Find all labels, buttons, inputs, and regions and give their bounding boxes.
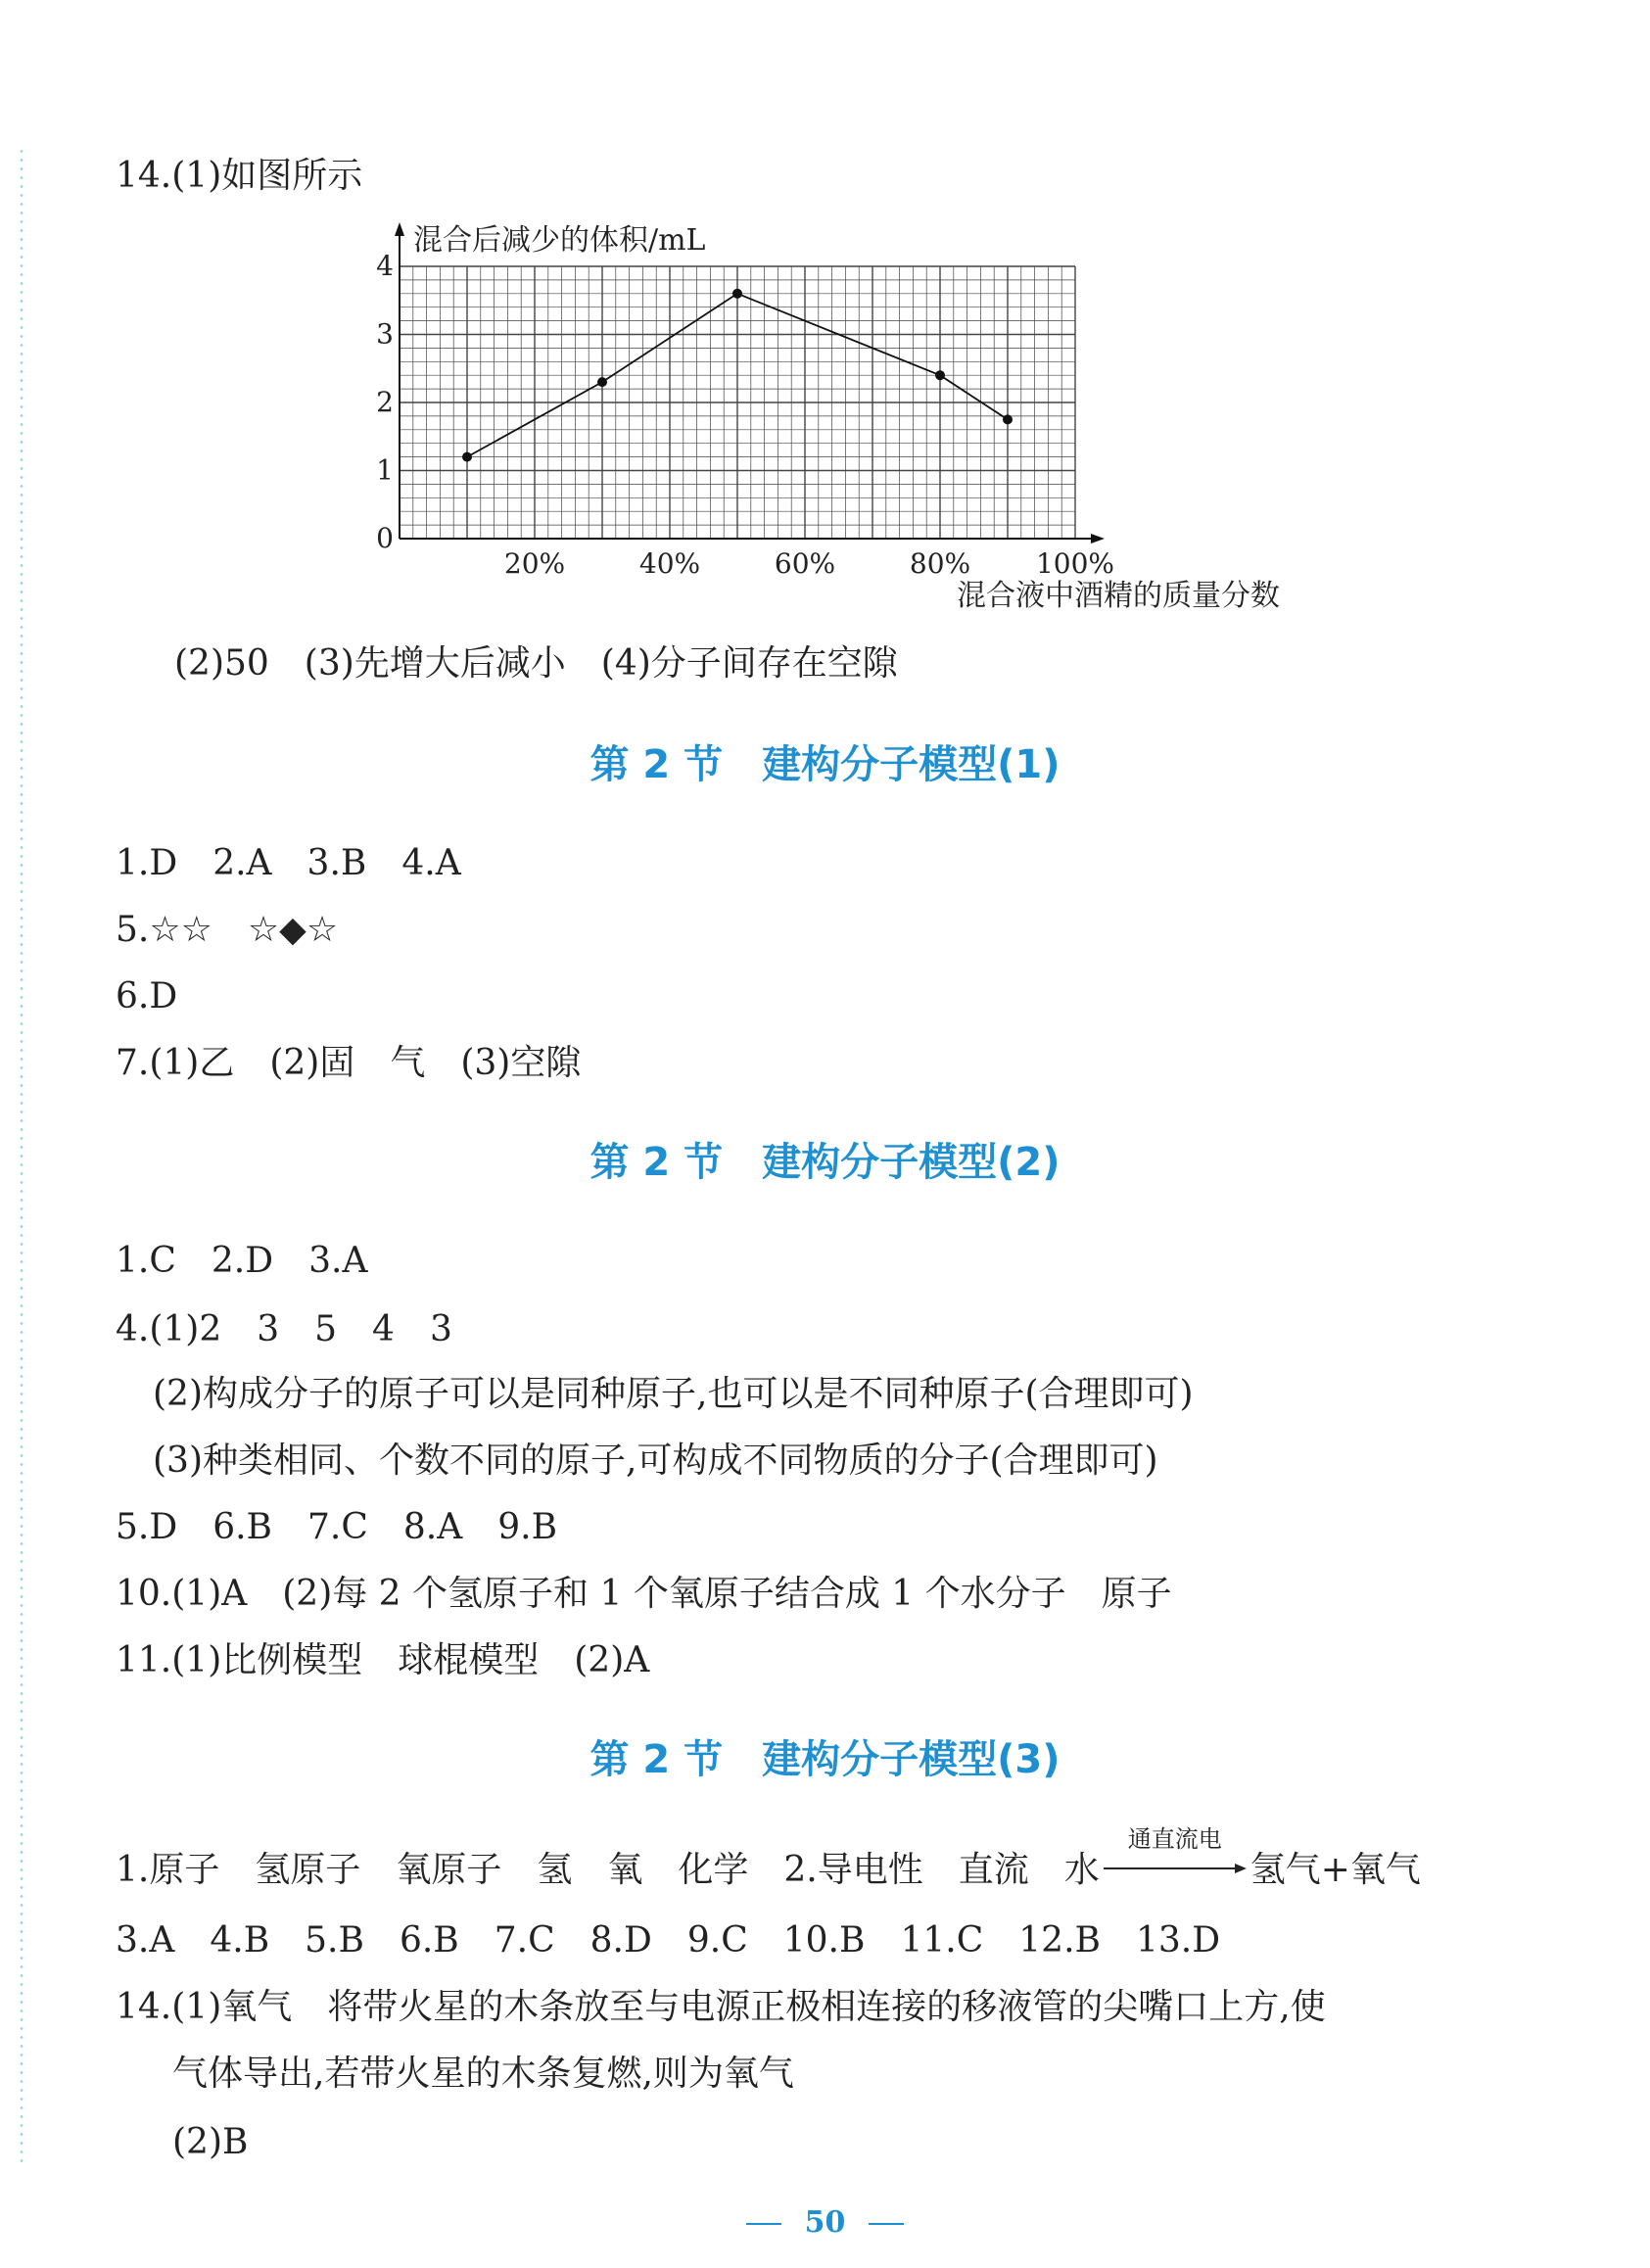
x-axis-arrow-icon xyxy=(1091,534,1105,543)
x-tick-label: 40% xyxy=(638,547,701,580)
y-axis-label: 混合后减少的体积/mL xyxy=(413,223,706,258)
s1-line-4: 7.(1)乙 (2)固 气 (3)空隙 xyxy=(116,1043,582,1083)
arrow-icon xyxy=(1102,1862,1249,1875)
s1-line-3: 6.D xyxy=(116,976,178,1016)
s2-line-2: 4.(1)2 3 5 4 3 xyxy=(116,1309,452,1349)
s2-line-5: 5.D 6.B 7.C 8.A 9.B xyxy=(116,1507,558,1547)
section-title-3: 第 2 节 建构分子模型(3) xyxy=(589,1737,1061,1782)
x-tick-label: 80% xyxy=(909,547,971,580)
x-tick-label: 60% xyxy=(774,547,836,580)
data-point xyxy=(732,289,742,299)
section-title-2: 第 2 节 建构分子模型(2) xyxy=(589,1140,1061,1185)
reaction-arrow xyxy=(1102,1825,1249,1881)
s3-line-2: 3.A 4.B 5.B 6.B 7.C 8.D 9.C 10.B 11.C 12.B 13.D xyxy=(116,1920,1221,1961)
line-chart xyxy=(376,220,1280,613)
s3-line-1 xyxy=(116,1825,1421,1892)
s2-line-4: (3)种类相同、个数不同的原子,可构成不同物质的分子(合理即可) xyxy=(153,1441,1158,1481)
y-tick-label: 0 xyxy=(376,522,394,554)
x-tick-label: 100% xyxy=(1035,547,1115,580)
data-point xyxy=(935,370,945,380)
section-title-1: 第 2 节 建构分子模型(1) xyxy=(589,742,1061,787)
s2-line-3: (2)构成分子的原子可以是同种原子,也可以是不同种原子(合理即可) xyxy=(153,1374,1194,1414)
footer-dash-left xyxy=(746,2223,781,2225)
y-tick-label: 2 xyxy=(376,386,394,418)
s3-line-4: 气体导出,若带火星的木条复燃,则为氧气 xyxy=(172,2054,794,2094)
x-tick-label: 20% xyxy=(503,547,566,580)
s1-line-1: 1.D 2.A 3.B 4.A xyxy=(116,843,461,883)
s3-line-5: (2)B xyxy=(172,2122,249,2162)
y-tick-label: 1 xyxy=(376,453,394,487)
s3-line-1-text: 1.原子 氢原子 氧原子 氢 氧 化学 2.导电性 直流 水 xyxy=(116,1850,1100,1890)
s3-line-3: 14.(1)氧气 将带火星的木条放至与电源正极相连接的移液管的尖嘴口上方,使 xyxy=(116,1987,1326,2027)
page-footer xyxy=(0,2205,1650,2241)
s2-line-1: 1.C 2.D 3.A xyxy=(116,1241,368,1281)
s2-line-7: 11.(1)比例模型 球棍模型 (2)A xyxy=(116,1640,650,1680)
x-axis-label: 混合液中酒精的质量分数 xyxy=(957,579,1280,613)
y-tick-label: 3 xyxy=(376,317,394,351)
y-axis-arrow-icon xyxy=(395,222,404,236)
q14-part2: (2)50 (3)先增大后减小 (4)分子间存在空隙 xyxy=(174,643,898,684)
data-point xyxy=(1003,414,1013,424)
y-tick-label: 4 xyxy=(376,250,394,282)
s3-line-1-products: 氢气+氧气 xyxy=(1249,1850,1421,1890)
data-point xyxy=(462,452,472,462)
s2-line-6: 10.(1)A (2)每 2 个氢原子和 1 个氧原子结合成 1 个水分子 原子 xyxy=(116,1574,1172,1614)
footer-dash-right xyxy=(869,2223,904,2225)
page-number: 50 xyxy=(804,2205,846,2240)
q14-part1: 14.(1)如图所示 xyxy=(116,156,363,196)
reaction-condition: 通直流电 xyxy=(1127,1825,1222,1853)
s1-line-2: 5.☆☆ ☆◆☆ xyxy=(116,910,339,950)
data-point xyxy=(597,377,607,387)
